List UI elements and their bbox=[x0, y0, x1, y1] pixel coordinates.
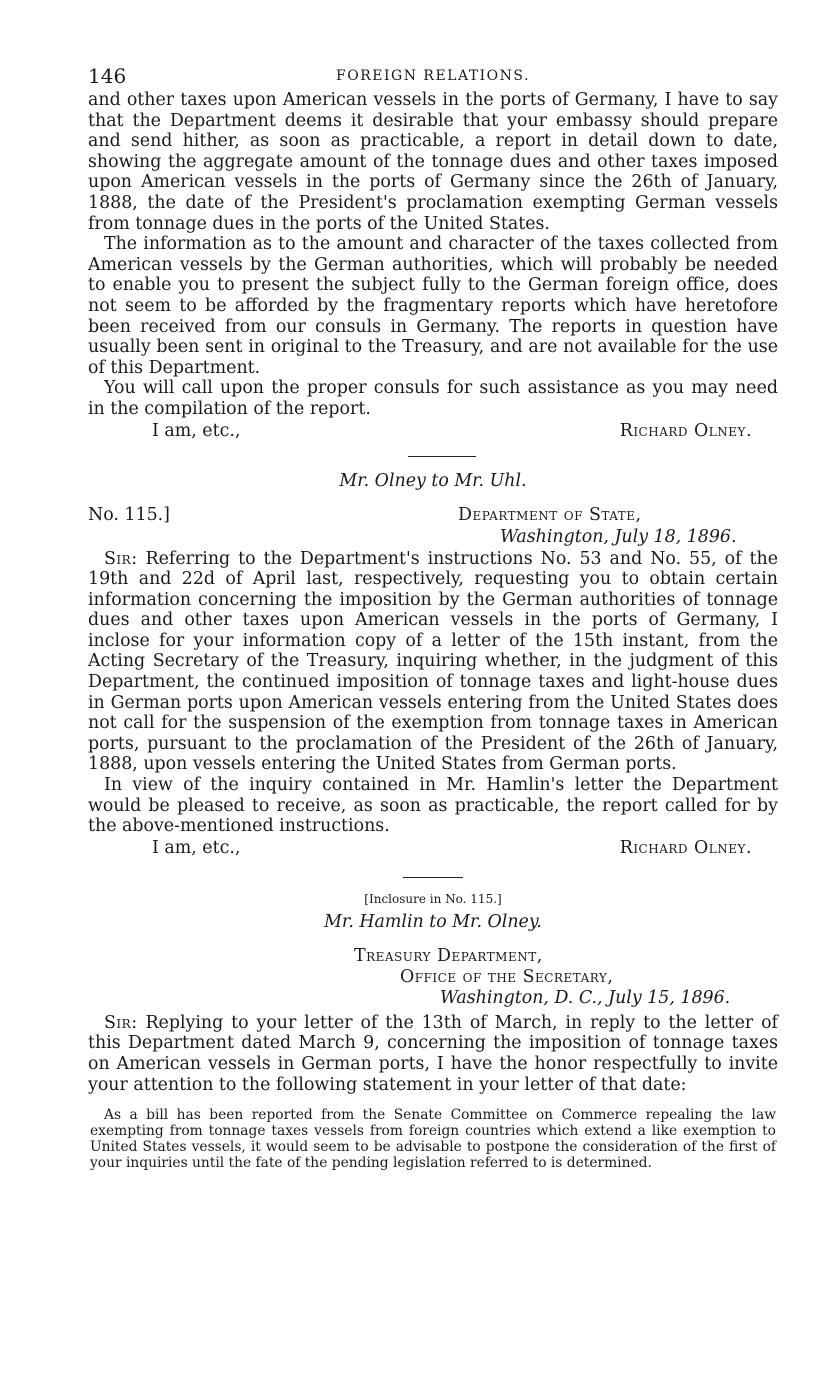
signature: Richard Olney. bbox=[619, 420, 752, 441]
inclosure-label: [Inclosure in No. 115.] bbox=[364, 891, 502, 906]
signature: Richard Olney. bbox=[619, 837, 752, 858]
first-letter bbox=[88, 90, 778, 442]
letter-heading: Mr. Hamlin to Mr. Olney. bbox=[324, 911, 542, 932]
section-divider bbox=[403, 877, 463, 878]
letter-heading: Mr. Olney to Mr. Uhl. bbox=[339, 470, 527, 491]
quoted-extract bbox=[88, 1107, 778, 1171]
running-title: FOREIGN RELATIONS. bbox=[336, 68, 530, 84]
closing: I am, etc., bbox=[152, 837, 241, 858]
closing: I am, etc., bbox=[152, 420, 241, 441]
paragraph bbox=[88, 549, 778, 776]
document-page bbox=[88, 60, 778, 1171]
inclosure bbox=[88, 892, 778, 1171]
letter-date-row bbox=[88, 527, 778, 549]
office-of-secretary: Office of the Secretary, bbox=[400, 966, 614, 987]
paragraph: The information as to the amount and character of the taxes collected from American vessels by the German authorities, which will probably be needed to enable you to present the subject fully to the German foreign office, does not seem to be afforded by the fragmentary reports which have heretofore been received from our consuls in Germany. The reports in question have usually been sent in original to the Treasury, and are not available for the use of this Department. bbox=[88, 234, 778, 378]
section-divider bbox=[408, 456, 476, 457]
closing-line bbox=[88, 420, 778, 442]
second-letter bbox=[88, 471, 778, 859]
paragraph bbox=[88, 1013, 778, 1095]
place-date: Washington, July 18, 1896. bbox=[500, 526, 737, 547]
extract-text: As a bill has been reported from the Senate Committee on Commerce repealing the law exempting from tonnage taxes vessels from foreign countries which extend a like exemption to United States vessels, it would seem to be advisable to postpone the consideration of the first of your inquiries until the fate of the pending legislation referred to is determined. bbox=[90, 1107, 776, 1172]
letter-address-row bbox=[88, 505, 778, 527]
paragraph-text: Referring to the Department's instructions No. 53 and No. 55, of the 19th and 22d of April last, respectively, requesting you to obtain certain information concerning the imposition by the German authorities of tonnage dues and other taxes upon American vessels in the ports of Germany, I inclose for your information copy of a letter of the 15th instant, from the Acting Secretary of the Treasury, inquiring whether, in the judgment of this Department, the continued imposition of tonnage taxes and light-house dues in German ports upon American vessels entering from the United States does not call for the suspension of the exemption from tonnage taxes in American ports, pursuant to the proclamation of the President of the 26th of January, 1888, upon vessels entering the United States from German ports. bbox=[88, 548, 778, 775]
paragraph: You will call upon the proper consuls for such assistance as you may need in the compilation of the report. bbox=[88, 378, 778, 419]
paragraph: and other taxes upon American vessels in the ports of Germany, I have to say that the Department deems it desirable that your embassy should prepare and send hither, as soon as practicable, a report in detail down to date, showing the aggregate amount of the tonnage dues and other taxes imposed upon American vessels in the ports of Germany since the 26th of January, 1888, the date of the President's proclamation exempting German vessels from tonnage dues in the ports of the United States. bbox=[88, 90, 778, 234]
paragraph: In view of the inquiry contained in Mr. Hamlin's letter the Department would be pleased to receive, as soon as practicable, the report called for by the above-mentioned instructions. bbox=[88, 775, 778, 837]
salutation: Sir: bbox=[104, 548, 138, 569]
closing-line bbox=[88, 837, 778, 859]
page-header bbox=[88, 60, 778, 90]
department-name: Department of State, bbox=[458, 504, 642, 525]
salutation: Sir: bbox=[104, 1012, 138, 1033]
place-date: Washington, D. C., July 15, 1896. bbox=[440, 987, 731, 1008]
instruction-number: No. 115.] bbox=[88, 504, 170, 525]
treasury-department: Treasury Department, bbox=[354, 945, 543, 966]
page-number: 146 bbox=[88, 64, 127, 88]
paragraph-text: Replying to your letter of the 13th of March, in reply to the letter of this Department dated March 9, concerning the imposition of tonnage taxes on American vessels in German ports, I have the honor respectfully to invite your attention to the following statement in your letter of that date: bbox=[88, 1012, 778, 1095]
